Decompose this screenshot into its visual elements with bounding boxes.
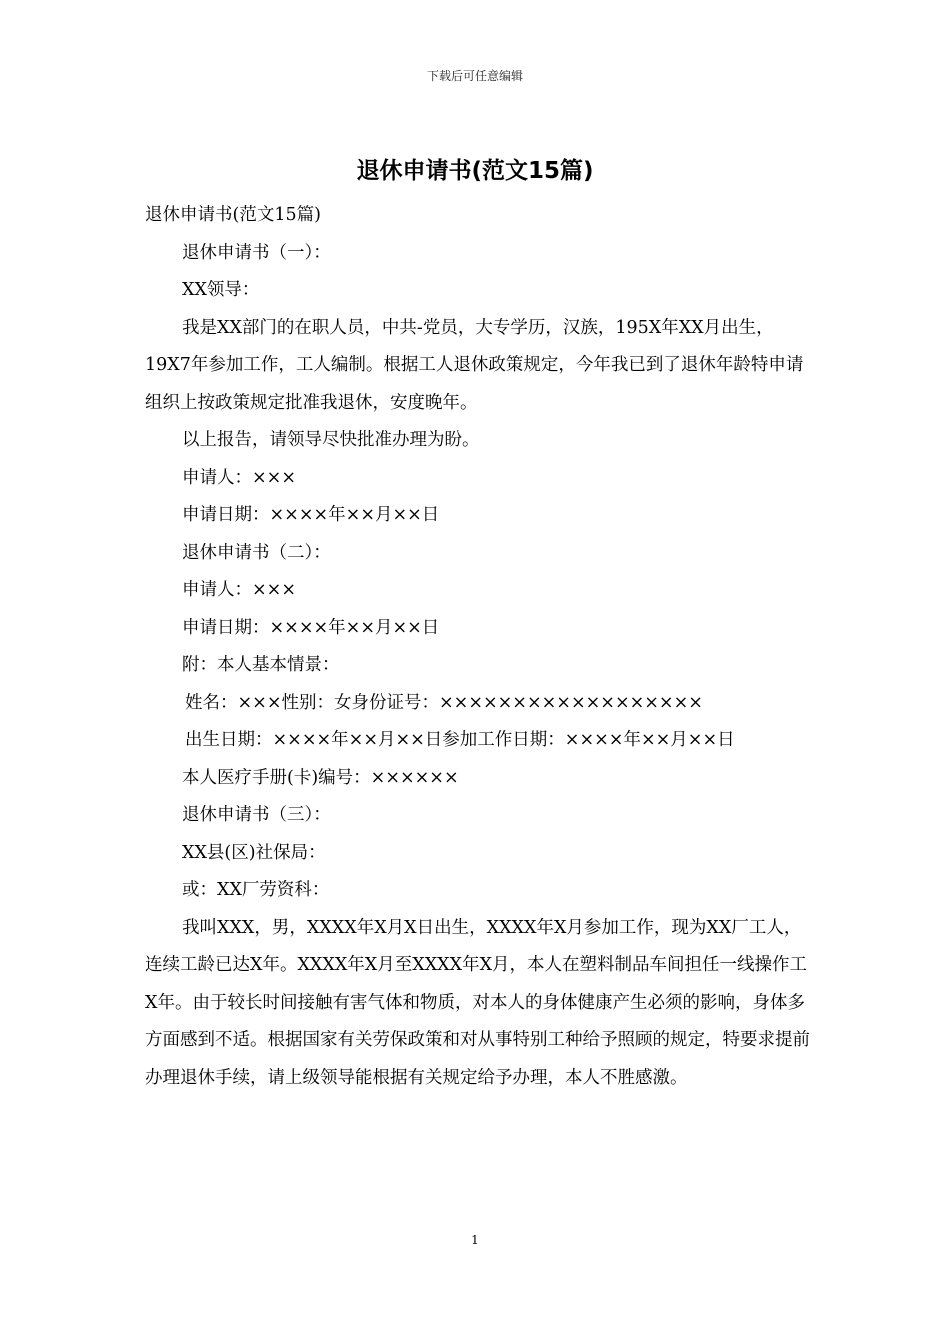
paragraph: 申请日期：××××年××月××日	[182, 505, 440, 525]
page-header: 下载后可任意编辑	[426, 69, 523, 83]
document-title: 退休申请书(范文15篇)	[356, 158, 594, 184]
paragraph: 我叫XXX，男，XXXX年X月X日出生，XXXX年X月参加工作，现为XX厂工人，连续工龄已达X年。XXXX年X月至XXXX年X月，本人在塑料制品车间担任一线操作工X年。由于较长时间接触有害气体和物质，对本人的身体健康产生必须的影响，身体多方面感到不适。根据国家有关劳保政策和对从事特别工种给予照顾的规定，特要求提前办理退休手续，请上级领导能根据有关规定给予办理，本人不胜感激。	[145, 917, 810, 1088]
paragraph: 姓名：×××性别：女身份证号：××××××××××××××××××	[185, 692, 703, 713]
paragraph: 申请日期：××××年××月××日	[182, 617, 440, 638]
paragraph: XX县(区)社保局：	[182, 842, 326, 863]
paragraph: 申请人：×××	[182, 580, 296, 600]
paragraph: 退休申请书（三）：	[182, 805, 331, 825]
paragraph: 退休申请书（一）：	[182, 242, 331, 263]
paragraph: 我是XX部门的在职人员，中共-党员，大专学历，汉族，195X年XX月出生，19X7年参加工作，工人编制。根据工人退休政策规定，今年我已到了退休年龄特申请组织上按政策规定批准我退休，安度晚年。	[145, 317, 804, 413]
paragraph: 出生日期：××××年××月××日参加工作日期：××××年××月××日	[185, 730, 735, 750]
paragraph: 退休申请书(范文15篇)	[145, 205, 321, 225]
paragraph: 以上报告，请领导尽快批准办理为盼。	[182, 430, 480, 450]
paragraph: 申请人：×××	[182, 467, 296, 488]
paragraph: XX领导：	[182, 280, 260, 300]
paragraph: 或：XX厂劳资科：	[182, 880, 330, 900]
paragraph: 退休申请书（二）：	[182, 542, 331, 563]
document-body	[145, 197, 810, 1097]
paragraph: 附：本人基本情景：	[182, 655, 340, 675]
page-number: 1	[471, 1233, 479, 1247]
paragraph: 本人医疗手册(卡)编号：××××××	[182, 767, 459, 788]
